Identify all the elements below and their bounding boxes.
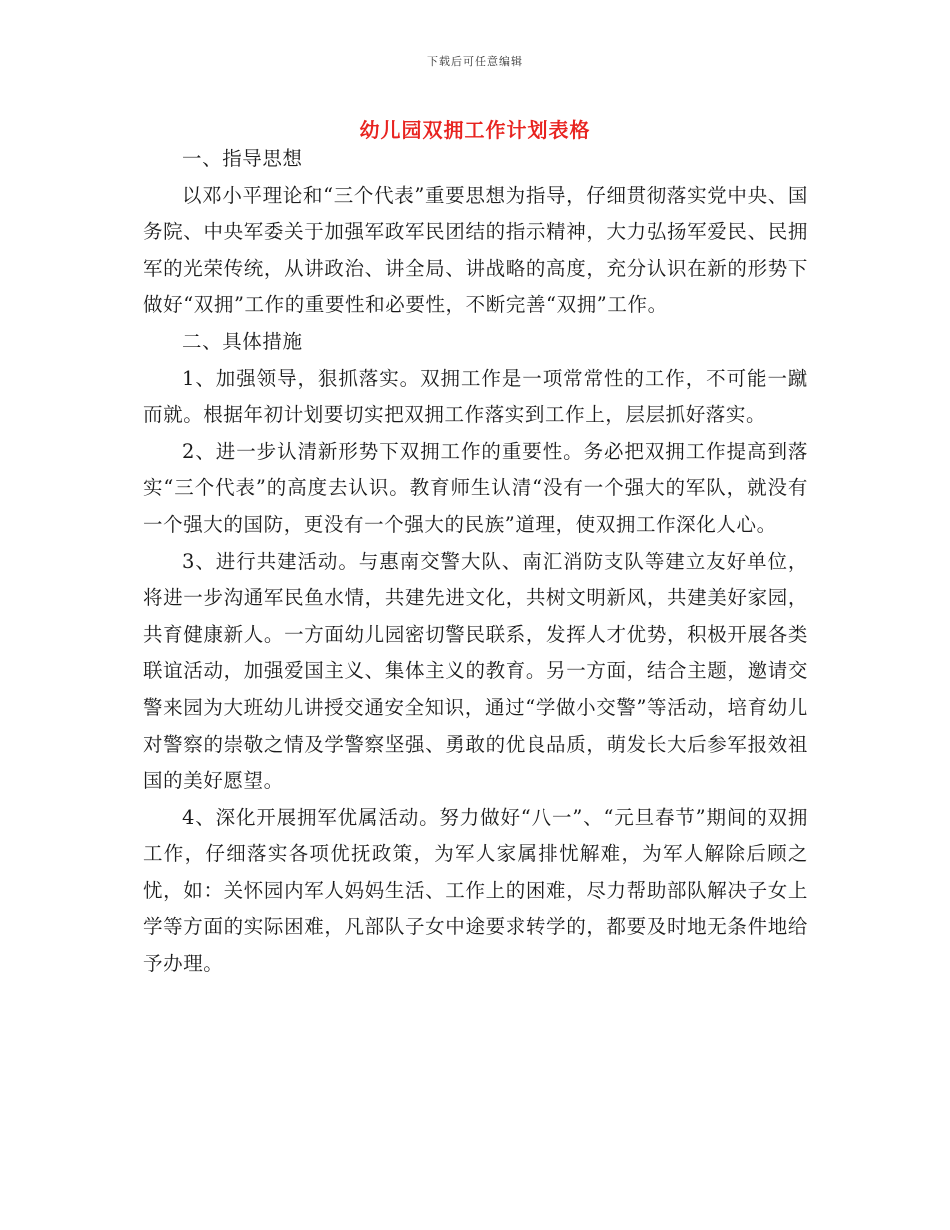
paragraph-measure-2: 2、进一步认清新形势下双拥工作的重要性。务必把双拥工作提高到落实“三个代表”的高度去认识。教育师生认清“没有一个强大的军队，就没有一个强大的国防，更没有一个强大的民族”道理，使双拥工作深化人心。 bbox=[143, 439, 808, 536]
section-heading-specific-measures: 二、具体措施 bbox=[182, 329, 303, 353]
paragraph-measure-4: 4、深化开展拥军优属活动。努力做好“八一”、“元旦春节”期间的双拥工作，仔细落实各项优抚政策，为军人家属排忧解难，为军人解除后顾之忧，如：关怀园内军人妈妈生活、工作上的困难，尽力帮助部队解决子女上学等方面的实际困难，凡部队子女中途要求转学的，都要及时地无条件地给予办理。 bbox=[143, 805, 808, 976]
section-heading-guiding-ideology: 一、指导思想 bbox=[182, 147, 303, 170]
paragraph-measure-1: 1、加强领导，狠抓落实。双拥工作是一项常常性的工作，不可能一蹴而就。根据年初计划要切实把双拥工作落实到工作上，层层抓好落实。 bbox=[143, 366, 808, 427]
page-header-note: 下载后可任意编辑 bbox=[427, 55, 523, 68]
document-title: 幼儿园双拥工作计划表格 bbox=[359, 118, 591, 142]
paragraph-measure-3: 3、进行共建活动。与惠南交警大队、南汇消防支队等建立友好单位，将进一步沟通军民鱼水情，共建先进文化，共树文明新风，共建美好家园，共育健康新人。一方面幼儿园密切警民联系，发挥人才优势，积极开展各类联谊活动，加强爱国主义、集体主义的教育。另一方面，结合主题，邀请交警来园为大班幼儿讲授交通安全知识，通过“学做小交警”等活动，培育幼儿对警察的崇敬之情及学警察坚强、勇敢的优良品质，萌发长大后参军报效祖国的美好愿望。 bbox=[143, 549, 808, 793]
paragraph-guiding-ideology: 以邓小平理论和“三个代表”重要思想为指导，仔细贯彻落实党中央、国务院、中央军委关于加强军政军民团结的指示精神，大力弘扬军爱民、民拥军的光荣传统，从讲政治、讲全局、讲战略的高度，充分认识在新的形势下做好“双拥”工作的重要性和必要性，不断完善“双拥”工作。 bbox=[143, 183, 808, 317]
document-body bbox=[143, 141, 808, 983]
